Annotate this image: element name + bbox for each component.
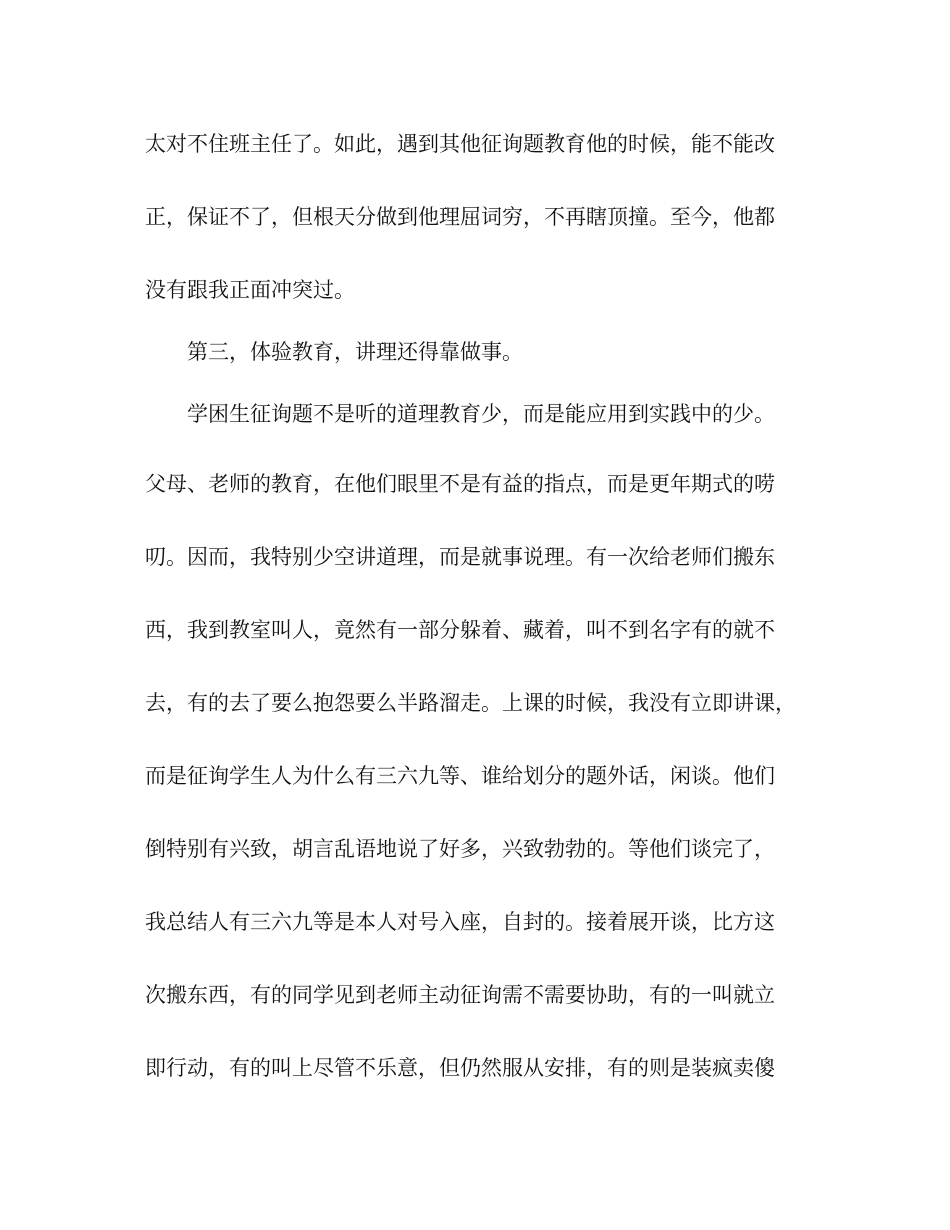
text-line: 太对不住班主任了。如此，遇到其他征询题教育他的时候，能不能改 — [145, 132, 775, 156]
text-line: 而是征询学生人为什么有三六九等、谁给划分的题外话，闲谈。他们 — [145, 764, 775, 788]
text-line: 父母、老师的教育，在他们眼里不是有益的指点，而是更年期式的唠 — [145, 472, 775, 496]
text-line: 次搬东西，有的同学见到老师主动征询需不需要协助，有的一叫就立 — [145, 983, 775, 1007]
text-line: 去，有的去了要么抱怨要么半路溜走。上课的时候，我没有立即讲课， — [145, 691, 796, 715]
text-line: 正，保证不了，但根天分做到他理屈词穷，不再瞎顶撞。至今，他都 — [145, 205, 775, 229]
paragraph-first-line: 学困生征询题不是听的道理教育少，而是能应用到实践中的少。 — [187, 402, 775, 426]
text-line: 西，我到教室叫人，竟然有一部分躲着、藏着，叫不到名字有的就不 — [145, 618, 775, 642]
text-line: 叨。因而，我特别少空讲道理，而是就事说理。有一次给老师们搬东 — [145, 545, 775, 569]
text-line: 我总结人有三六九等是本人对号入座，自封的。接着展开谈，比方这 — [145, 910, 775, 934]
text-line: 即行动，有的叫上尽管不乐意，但仍然服从安排，有的则是装疯卖傻 — [145, 1056, 775, 1080]
text-line: 倒特别有兴致，胡言乱语地说了好多，兴致勃勃的。等他们谈完了， — [145, 837, 775, 861]
text-line: 没有跟我正面冲突过。 — [145, 278, 355, 302]
section-heading: 第三，体验教育，讲理还得靠做事。 — [187, 340, 523, 364]
